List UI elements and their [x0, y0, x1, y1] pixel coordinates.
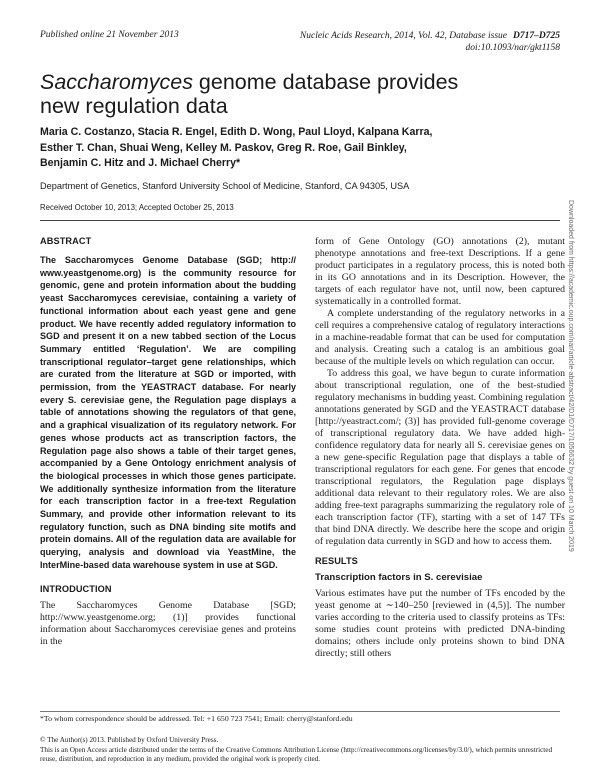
- right-column: [315, 236, 565, 660]
- author-list: [40, 125, 530, 172]
- copyright-line: © The Author(s) 2013. Published by Oxford University Press.: [40, 736, 219, 744]
- authors-line: Benjamin C. Hitz and J. Michael Cherry*: [40, 157, 241, 169]
- title-line-2: new regulation data: [40, 94, 228, 118]
- footnote-divider: [40, 711, 560, 712]
- abstract-body: The Saccharomyces Genome Database (SGD; http:// www.yeastgenome.org) is the community resource for genomic, gene and protein information about the budding yeast Saccharomyces cerevisiae, containing a variety of functional information about each yeast gene and gene product. We have recently added regulatory information to SGD and present it on a new tabbed section of the Locus Summary entitled ‘Regulation’. We are compiling transcriptional regulator–target gene relationships, which are curated from the literature at SGD or imported, with permission, from the YEASTRACT database. For nearly every S. cerevisiae gene, the Regulation page displays a table of annotations showing the regulators of that gene, and a graphical visualization of its regulatory network. For genes whose products act as transcription factors, the Regulation page also shows a table of their target genes, accompanied by a Gene Ontology enrichment analysis of the biological processes in which those genes participate. We additionally synthesize information from the literature for each transcription factor in a free-text Regulation Summary, and provide other information relevant to its regulatory function, such as DNA binding site motifs and protein domains. All of the regulation data are available for querying, analysis and download via YeastMine, the InterMine-based data warehouse system in use at SGD.: [40, 255, 296, 570]
- introduction-body: The Saccharomyces Genome Database [SGD; http://www.yeastgenome.org; (1)] provides functional information about Saccharomyces cerevisiae genes and proteins in the: [40, 599, 296, 647]
- subsection-heading: Transcription factors in S. cerevisiae: [315, 572, 483, 583]
- abstract-heading: ABSTRACT: [40, 236, 92, 246]
- title-divider: [40, 220, 560, 221]
- article-title: [40, 70, 520, 118]
- received-dates: Received October 10, 2013; Accepted October 25, 2013: [40, 203, 234, 212]
- authors-line: Maria C. Costanzo, Stacia R. Engel, Edith D. Wong, Paul Lloyd, Kalpana Karra,: [40, 126, 433, 138]
- page-range: D717–D725: [513, 31, 560, 41]
- license-text: This is an Open Access article distributed under the terms of the Creative Commons Attribution License (http://creativecommons.org/licenses/by/3.0/), which permits unrestricted reuse, distribution, and reproduction in any medium, provided the original work is properly cited.: [40, 745, 553, 763]
- affiliation: Department of Genetics, Stanford University School of Medicine, Stanford, CA 94305, USA: [40, 181, 410, 191]
- journal-header: [300, 30, 560, 54]
- left-column: [40, 236, 296, 648]
- published-date: Published online 21 November 2013: [40, 30, 179, 40]
- paragraph: A complete understanding of the regulatory networks in a cell requires a comprehensive catalog of regulatory interactions in a machine-readable format that can be used for computation and analysis. Creating such a catalog is an ambitious goal because of the multiple levels on which regulation can occur.: [315, 308, 565, 367]
- authors-line: Esther T. Chan, Shuai Weng, Kelley M. Paskov, Greg R. Roe, Gail Binkley,: [40, 141, 407, 154]
- correspondence-note: *To whom correspondence should be addressed. Tel: +1 650 723 7541; Email: cherry@stanford.edu: [40, 714, 353, 723]
- title-italic: Saccharomyces: [40, 70, 193, 94]
- download-watermark: Downloaded from https://academic.oup.com/nar/article-abstract/42/D1/D717/1056632 by guest on 10 March 2019: [567, 200, 574, 552]
- paragraph: form of Gene Ontology (GO) annotations (2), mutant phenotype annotations and free-text Descriptions. If a gene product participates in a regulatory process, this is noted both in its GO annotations and in its Description. However, the targets of each regulator have not, until now, been captured systematically in a controlled format.: [315, 236, 565, 307]
- license-block: [40, 736, 560, 765]
- results-heading: RESULTS: [315, 556, 358, 566]
- paragraph: Various estimates have put the number of TFs encoded by the yeast genome at ∼140–250 [reviewed in (4,5)]. The number varies according to the criteria used to classify proteins as TFs: some studies count proteins with predicted DNA-binding domains; others include only proteins shown to bind DNA directly; still others: [315, 588, 565, 659]
- paragraph: To address this goal, we have begun to curate information about transcriptional regulation, one of the best-studied regulatory mechanisms in budding yeast. Combining regulation annotations generated by SGD and the YEASTRACT database [http://yeastract.com/; (3)] has provided full-genome coverage of transcriptional regulatory data. We have added high-confidence regulatory data for nearly all S. cerevisiae genes on a new gene-specific Regulation page that displays a table of transcriptional regulators for each gene. For genes that encode transcriptional regulators, the Regulation page displays additional data relevant to their regulatory roles. We are also adding free-text paragraphs summarizing the regulatory role of each transcription factor (TF), starting with a set of 147 TFs that bind DNA directly. We describe here the scope and origin of regulation data currently in SGD and how to access them.: [315, 368, 565, 547]
- journal-citation: Nucleic Acids Research, 2014, Vol. 42, Database issue: [299, 31, 508, 41]
- doi-link[interactable]: doi:10.1093/nar/gkt1158: [465, 43, 560, 53]
- title-rest: genome database provides: [192, 70, 459, 94]
- introduction-heading: INTRODUCTION: [40, 583, 112, 594]
